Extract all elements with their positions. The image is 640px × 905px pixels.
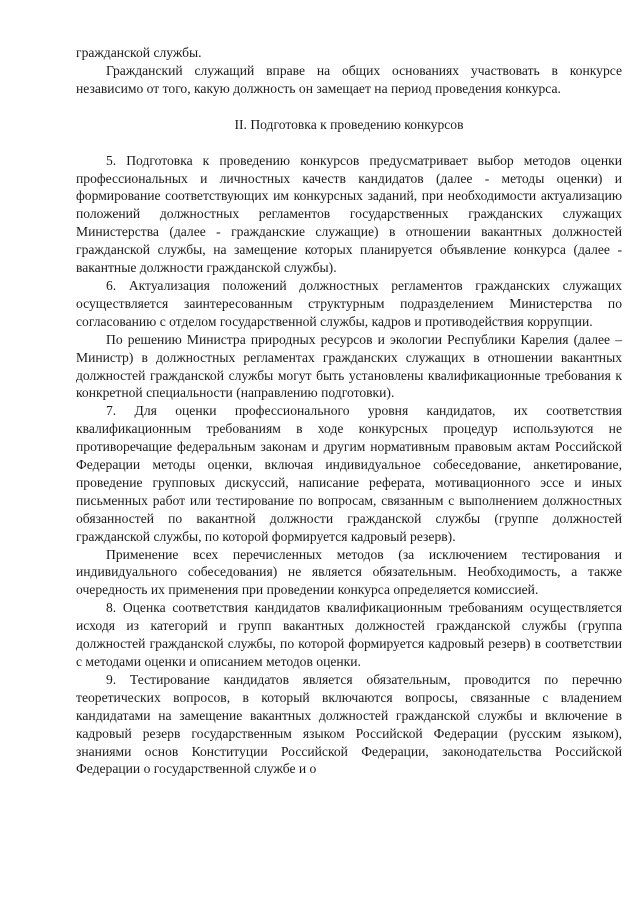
paragraph-candidate-rights: Гражданский служащий вправе на общих основаниях участвовать в конкурсе независимо от того, какую должность он замещает на период проведения конкурса. [76, 62, 622, 96]
paragraph-7: 7. Для оценки профессионального уровня кандидатов, их соответствия квалификационным требованиям в ходе конкурсных процедур используются не противоречащие федеральным законам и другим нормативным правовым актам Российской Федерации методы оценки, включая индивидуальное собеседование, анкетирование, проведение групповых дискуссий, написание реферата, мотивационного эссе и иных письменных работ или тестирование по вопросам, связанным с выполнением должностных обязанностей по вакантной должности гражданской службы (группе должностей гражданской службы, по которой формируется кадровый резерв). [76, 403, 622, 544]
paragraph-8: 8. Оценка соответствия кандидатов квалификационным требованиям осуществляется исходя из категорий и групп вакантных должностей гражданской службы (группа должностей гражданской службы, по которой формируется кадровый резерв) в соответствии с методами оценки и описанием методов оценки. [76, 600, 622, 669]
paragraph-9: 9. Тестирование кандидатов является обязательным, проводится по перечню теоретических вопросов, в который включаются вопросы, связанные с владением кандидатами на замещение вакантных должностей гражданской службы и включение в кадровый резерв государственным языком Российской Федерации (русским языком), знаниями основ Конституции Российской Федерации, законодательства Российской Федерации о государственной службе и о [76, 671, 622, 777]
paragraph-5: 5. Подготовка к проведению конкурсов предусматривает выбор методов оценки профессиональных и личностных качеств кандидатов (далее - методы оценки) и формирование соответствующих им конкурсных заданий, при необходимости актуализацию положений должностных регламентов государственных гражданских служащих Министерства (далее - гражданские служащие) в отношении вакантных должностей гражданской службы, на замещение которых планируется объявление конкурса (далее - вакантные должности гражданской службы). [76, 152, 622, 276]
paragraph-6-minister-decision: По решению Министра природных ресурсов и экологии Республики Карелия (далее – Министр) в должностных регламентах гражданских служащих в отношении вакантных должностей гражданской службы могут быть установлены квалификационные требования к конкретной специальности (направлению подготовки). [76, 331, 622, 401]
document-body [76, 44, 622, 778]
section-heading: II. Подготовка к проведению конкурсов [234, 116, 464, 132]
paragraph-6: 6. Актуализация положений должностных регламентов гражданских служащих осуществляется заинтересованным структурным подразделением Министерства по согласованию с отделом государственной службы, кадров и противодействия коррупции. [76, 277, 622, 329]
paragraph-continuation: гражданской службы. [76, 45, 202, 60]
paragraph-7-methods-application: Применение всех перечисленных методов (за исключением тестирования и индивидуального собеседования) не является обязательным. Необходимость, а также очередность их применения при проведении конкурса определяется комиссией. [76, 546, 622, 598]
